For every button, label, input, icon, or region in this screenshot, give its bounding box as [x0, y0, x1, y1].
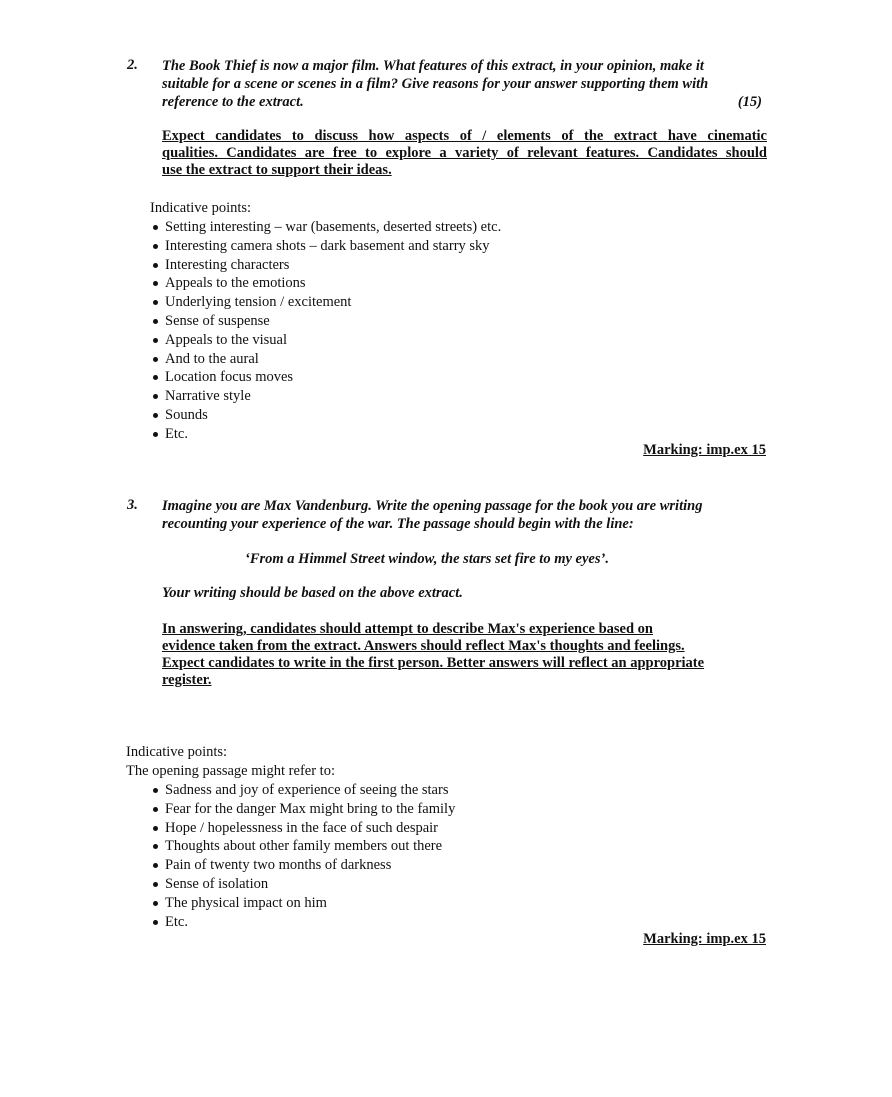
question-3-number: 3. — [127, 497, 138, 513]
list-item: Interesting characters — [150, 256, 501, 275]
question-3-based-on: Your writing should be based on the above extract. — [162, 585, 463, 601]
guidance-line: register. — [162, 672, 212, 688]
question-2-marking: Marking: imp.ex 15 — [643, 442, 766, 458]
question-2-guidance — [162, 128, 767, 179]
question-3-points-list — [150, 781, 455, 931]
question-2-line-2: suitable for a scene or scenes in a film? Give reasons for your answer supporting them with — [162, 76, 709, 92]
list-item: Setting interesting – war (basements, deserted streets) etc. — [150, 218, 501, 237]
list-item: Narrative style — [150, 387, 501, 406]
question-3-line-2: recounting your experience of the war. The passage should begin with the line: — [162, 516, 634, 532]
list-item: Thoughts about other family members out there — [150, 837, 455, 856]
list-item: Hope / hopelessness in the face of such despair — [150, 819, 455, 838]
question-3-quote: ‘From a Himmel Street window, the stars set fire to my eyes’. — [245, 551, 609, 567]
question-3-guidance — [162, 621, 704, 689]
question-3-text — [162, 497, 762, 533]
question-3-intro: The opening passage might refer to: — [126, 763, 335, 779]
list-item: Fear for the danger Max might bring to the family — [150, 800, 455, 819]
list-item: Sense of isolation — [150, 875, 455, 894]
list-item: Interesting camera shots – dark basement and starry sky — [150, 237, 501, 256]
list-item: Etc. — [150, 913, 455, 932]
question-2-line-3: reference to the extract. — [162, 94, 304, 110]
question-3-indicative-heading: Indicative points: — [126, 744, 228, 760]
guidance-line: qualities. Candidates are free to explore a variety of relevant features. Candidates should — [162, 145, 767, 161]
question-2-number: 2. — [127, 57, 138, 73]
list-item: The physical impact on him — [150, 894, 455, 913]
question-2-indicative-heading: Indicative points: — [150, 200, 252, 216]
list-item: Location focus moves — [150, 368, 501, 387]
question-2-text — [162, 57, 762, 111]
list-item: Sadness and joy of experience of seeing the stars — [150, 781, 455, 800]
guidance-line: In answering, candidates should attempt to describe Max's experience based on — [162, 621, 653, 637]
question-2-points-list — [150, 218, 501, 444]
guidance-line: Expect candidates to discuss how aspects of / elements of the extract have cinematic — [162, 128, 767, 144]
guidance-line: evidence taken from the extract. Answers should reflect Max's thoughts and feelings. — [162, 638, 685, 654]
guidance-line: Expect candidates to write in the first person. Better answers will reflect an appropriate — [162, 655, 705, 671]
list-item: Appeals to the visual — [150, 331, 501, 350]
list-item: Appeals to the emotions — [150, 274, 501, 293]
question-2-line-1: The Book Thief is now a major film. What features of this extract, in your opinion, make it — [162, 58, 704, 74]
question-2-marks: (15) — [737, 94, 762, 110]
list-item: Etc. — [150, 425, 501, 444]
list-item: Underlying tension / excitement — [150, 293, 501, 312]
list-item: Pain of twenty two months of darkness — [150, 856, 455, 875]
guidance-line: use the extract to support their ideas. — [162, 162, 392, 178]
question-3-marking: Marking: imp.ex 15 — [643, 931, 766, 947]
list-item: Sounds — [150, 406, 501, 425]
question-3-line-1: Imagine you are Max Vandenburg. Write the opening passage for the book you are writing — [162, 498, 703, 514]
list-item: Sense of suspense — [150, 312, 501, 331]
list-item: And to the aural — [150, 350, 501, 369]
